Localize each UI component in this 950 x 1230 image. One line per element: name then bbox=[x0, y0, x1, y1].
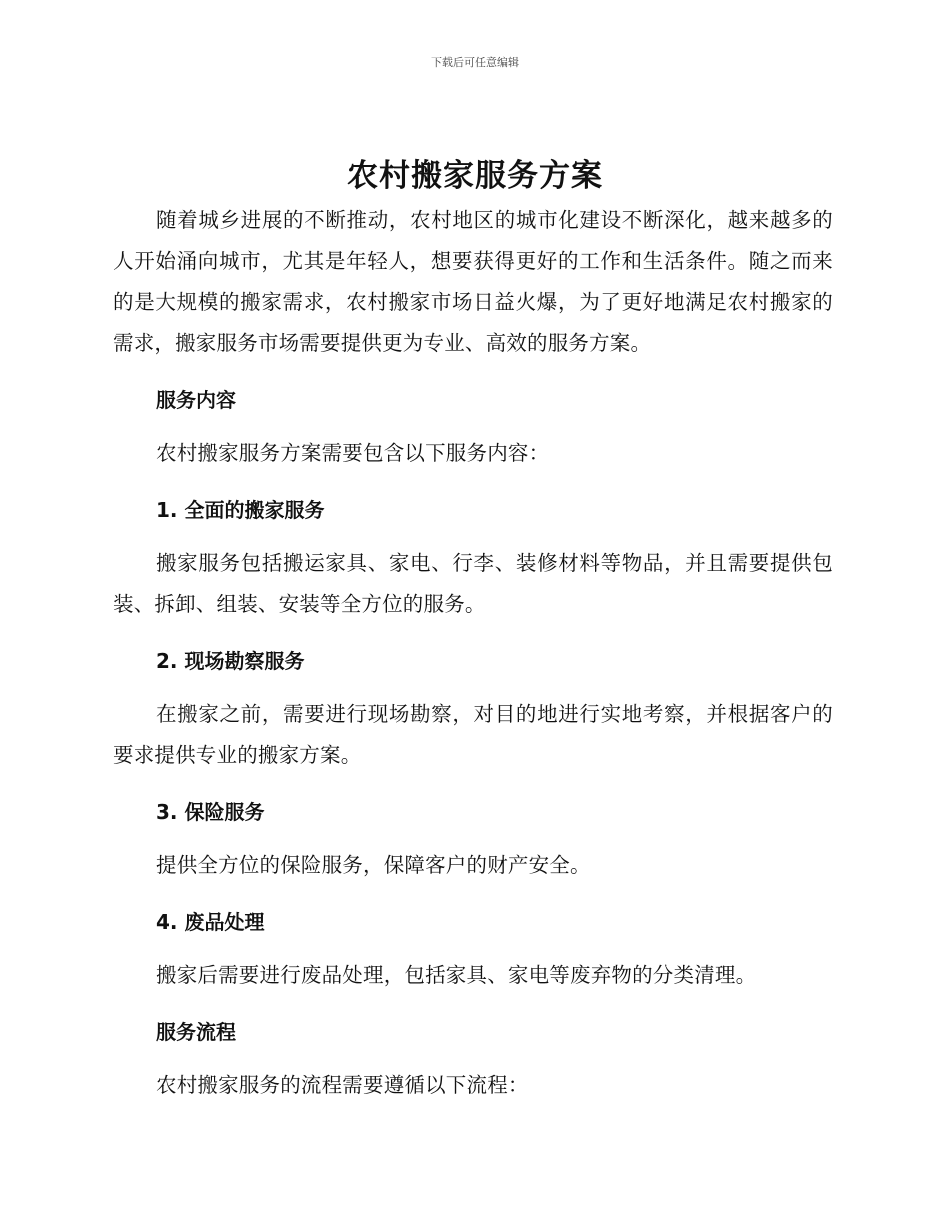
section-heading-service-content: 服务内容 bbox=[156, 388, 236, 412]
item-heading-1: 1. 全面的搬家服务 bbox=[156, 498, 325, 522]
item-text-2: 在搬家之前，需要进行现场勘察，对目的地进行实地考察，并根据客户的要求提供专业的搬家方案。 bbox=[113, 702, 833, 767]
section-lead-service-content: 农村搬家服务方案需要包含以下服务内容： bbox=[156, 441, 550, 465]
item-heading-3: 3. 保险服务 bbox=[156, 800, 265, 824]
item-heading-2: 2. 现场勘察服务 bbox=[156, 649, 305, 673]
item-text-1: 搬家服务包括搬运家具、家电、行李、装修材料等物品，并且需要提供包装、拆卸、组装、安装等全方位的服务。 bbox=[113, 551, 833, 616]
page-header-note: 下载后可任意编辑 bbox=[431, 56, 519, 69]
item-heading-4: 4. 废品处理 bbox=[156, 910, 265, 934]
item-text-4: 搬家后需要进行废品处理，包括家具、家电等废弃物的分类清理。 bbox=[156, 963, 757, 987]
section-heading-service-process: 服务流程 bbox=[156, 1020, 236, 1044]
document-body bbox=[113, 200, 833, 1106]
document-title: 农村搬家服务方案 bbox=[347, 158, 603, 194]
intro-paragraph: 随着城乡进展的不断推动，农村地区的城市化建设不断深化，越来越多的人开始涌向城市，尤其是年轻人，想要获得更好的工作和生活条件。随之而来的是大规模的搬家需求，农村搬家市场日益火爆，为了更好地满足农村搬家的需求，搬家服务市场需要提供更为专业、高效的服务方案。 bbox=[113, 208, 833, 355]
item-text-3: 提供全方位的保险服务，保障客户的财产安全。 bbox=[156, 853, 591, 877]
section-lead-service-process: 农村搬家服务的流程需要遵循以下流程： bbox=[156, 1073, 529, 1097]
